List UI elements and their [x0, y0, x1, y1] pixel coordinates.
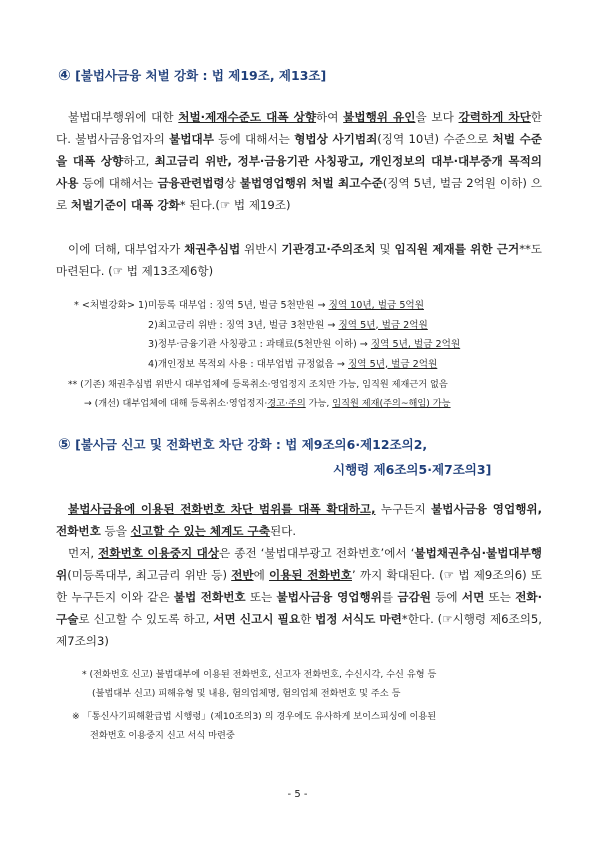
debt-collection-note-line-1: ** (기존) 채권추심법 위반시 대부업체에 등록취소·영업정지 조치만 가능, 임직원 제재근거 없음 [68, 379, 448, 390]
report-contents-note-line-1: * (전화번호 신고) 불법대부에 이용된 전화번호, 신고자 전화번호, 수신시각, 수신 유형 등 [82, 669, 437, 680]
section-4-title: [불법사금융 처벌 강화 : 법 제19조, 제13조] [75, 68, 327, 83]
telecom-fraud-note-line-2: 전화번호 이용중지 신고 서식 마련중 [90, 730, 235, 741]
punishment-note-row-3: 3)정부·금융기관 사칭광고 : 과태료(5천만원 이하) → 징역 5년, 벌금 2억원 [148, 339, 461, 350]
section-5-title-line-1: [불사금 신고 및 전화번호 차단 강화 : 법 제9조의6·제12조의2, [75, 437, 428, 452]
section-5-title-line-2: 시행령 제6조의5·제7조의3] [333, 462, 492, 477]
section-5-paragraph-1: 불법사금융에 이용된 전화번호 차단 범위를 대폭 확대하고, 누구든지 불법사금융 영업행위, 전화번호 등을 신고할 수 있는 체계도 구축된다. [56, 502, 542, 538]
punishment-note-row-4: 4)개인정보 목적외 사용 : 대부업법 규정없음 → 징역 5년, 벌금 2억원 [148, 358, 438, 370]
section-5-number: ⑤ [58, 435, 71, 453]
punishment-note-row-2: 2)최고금리 위반 : 징역 3년, 벌금 3천만원 → 징역 5년, 벌금 2억원 [148, 319, 428, 331]
report-contents-note-line-2: (불법대부 신고) 피해유형 및 내용, 혐의업체명, 혐의업체 전화번호 및 주소 등 [92, 688, 401, 699]
debt-collection-note-line-2: → (개선) 대부업체에 대해 등록취소·영업정지·경고·주의 가능, 임직원 제재(주의~해임) 가능 [84, 398, 451, 409]
section-4-number: ④ [58, 66, 71, 84]
telecom-fraud-note [72, 707, 436, 745]
section-4-heading [58, 66, 326, 84]
telecom-fraud-note-line-1: ※ 「통신사기피해환급법 시행령」(제10조의3) 의 경우에도 유사하게 보이스피싱에 이용된 [72, 711, 437, 722]
punishment-note-row-1: * <처벌강화> 1)미등록 대부업 : 징역 5년, 벌금 5천만원 → 징역 10년, 벌금 5억원 [74, 300, 424, 311]
report-contents-note [82, 665, 436, 703]
section-4-paragraph-1: 불법대부행위에 대한 처벌·제재수준도 대폭 상향하여 불법행위 유인을 보다 강력하게 차단한다. 불법사금융업자의 불법대부 등에 대해서는 형법상 사기범죄(징역 10년) 수준으로 처벌 수준을 대폭 상향하고, 최고금리 위반, 정부·금융기관 사칭광고, 개인정보의 대부·대부중개 목적의 사용 등에 대해서는 금융관련법령상 불법영업행위 처벌 최고수준(징역 5년, 벌금 2억원 이하) 으로 처벌기준이 대폭 강화* 된다.(☞ 법 제19조) [56, 110, 543, 212]
section-4-paragraph-2: 이에 더해, 대부업자가 채권추심법 위반시 기관경고·주의조치 및 임직원 제재를 위한 근거**도 마련된다. (☞ 법 제13조제6항) [56, 242, 542, 278]
debt-collection-note [68, 375, 451, 413]
section-5-paragraph-2: 먼저, 전화번호 이용중지 대상은 종전 ‘불법대부광고 전화번호’에서 ‘불법채권추심·불법대부행위(미등록대부, 최고금리 위반 등) 전반에 이용된 전화번호’ 까지 확대된다. (☞ 법 제9조의6) 또한 누구든지 이와 같은 불법 전화번호 또는 불법사금융 영업행위를 금감원 등에 서면 또는 전화·구술로 신고할 수 있도록 하고, 서면 신고시 필요한 법정 서식도 마련*한다. (☞시행령 제6조의5, 제7조의3) [56, 546, 543, 648]
punishment-notes [74, 296, 460, 374]
section-5-heading [58, 435, 427, 453]
page-number: - 5 - [287, 789, 308, 800]
